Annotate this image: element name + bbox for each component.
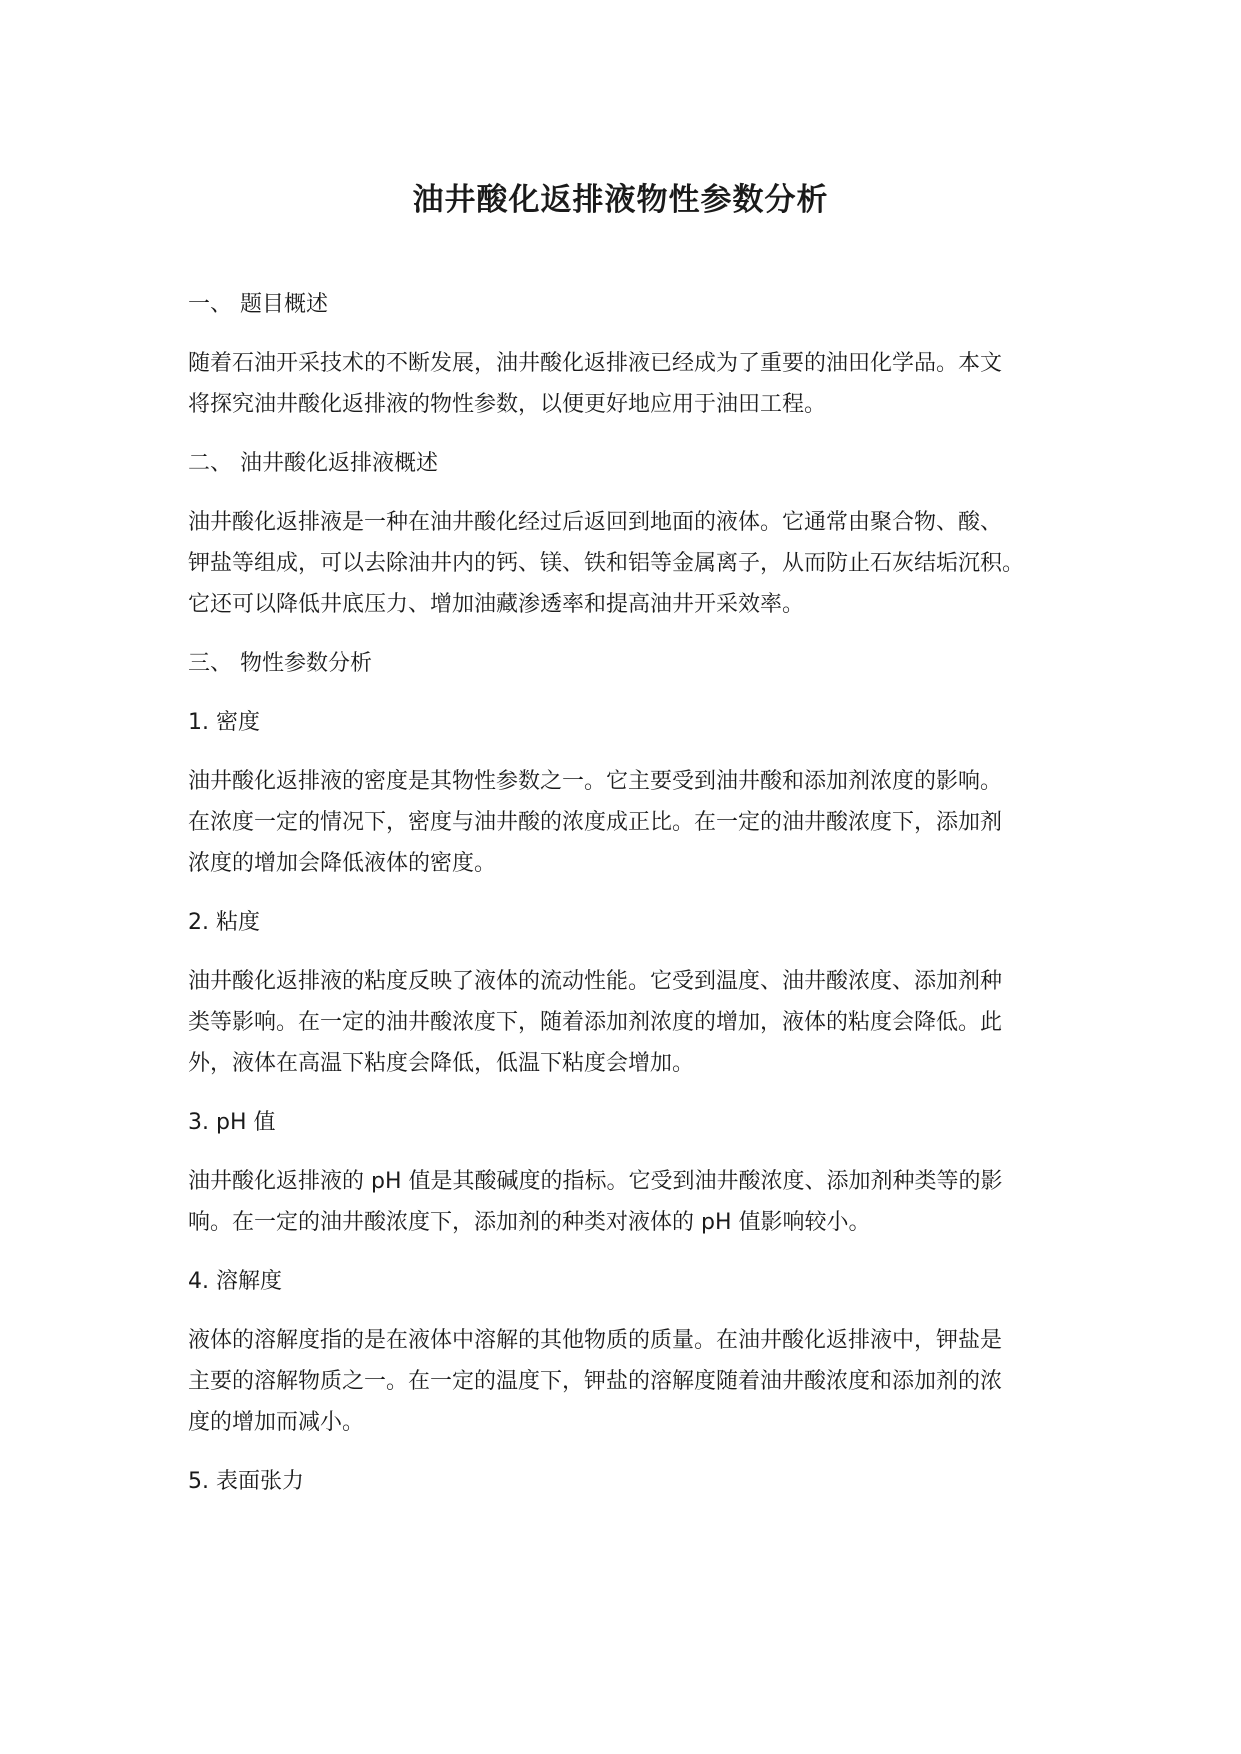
paragraph-viscosity [188, 961, 1078, 1084]
paragraph-line: 油井酸化返排液的 pH 值是其酸碱度的指标。它受到油井酸浓度、添加剂种类等的影 [188, 1169, 1003, 1194]
paragraph-line: 油井酸化返排液的密度是其物性参数之一。它主要受到油井酸和添加剂浓度的影响。 [188, 769, 1003, 794]
paragraph-solubility [188, 1320, 1078, 1443]
section-number: 一、 [188, 292, 233, 317]
paragraph-line: 它还可以降低井底压力、增加油藏渗透率和提高油井开采效率。 [188, 592, 805, 617]
section-heading-3 [188, 643, 1078, 684]
paragraph-line: 液体的溶解度指的是在液体中溶解的其他物质的质量。在油井酸化返排液中，钾盐是 [188, 1328, 1003, 1353]
paragraph-density [188, 761, 1078, 884]
subheading-density: 1. 密度 [188, 710, 260, 735]
paragraph-line: 油井酸化返排液的粘度反映了液体的流动性能。它受到温度、油井酸浓度、添加剂种 [188, 969, 1003, 994]
paragraph-summary [188, 502, 1078, 625]
section-heading-text: 题目概述 [240, 292, 329, 317]
paragraph-ph [188, 1161, 1078, 1243]
subheading-viscosity: 2. 粘度 [188, 910, 260, 935]
paragraph-line: 在浓度一定的情况下，密度与油井酸的浓度成正比。在一定的油井酸浓度下，添加剂 [188, 810, 1003, 835]
section-heading-text: 物性参数分析 [240, 651, 373, 676]
subheading-solubility: 4. 溶解度 [188, 1269, 282, 1294]
paragraph-line: 度的增加而减小。 [188, 1410, 365, 1435]
paragraph-line: 类等影响。在一定的油井酸浓度下，随着添加剂浓度的增加，液体的粘度会降低。此 [188, 1010, 1003, 1035]
section-heading-text: 油井酸化返排液概述 [240, 451, 439, 476]
paragraph-line: 外，液体在高温下粘度会降低，低温下粘度会增加。 [188, 1051, 695, 1076]
paragraph-line: 随着石油开采技术的不断发展，油井酸化返排液已经成为了重要的油田化学品。本文 [188, 351, 1003, 376]
subheading-surface-tension: 5. 表面张力 [188, 1469, 304, 1494]
paragraph-overview [188, 343, 1078, 425]
section-heading-1 [188, 284, 1078, 325]
document-body [188, 284, 1078, 1520]
paragraph-line: 油井酸化返排液是一种在油井酸化经过后返回到地面的液体。它通常由聚合物、酸、 [188, 510, 1003, 535]
subheading-ph: 3. pH 值 [188, 1110, 276, 1135]
paragraph-line: 主要的溶解物质之一。在一定的温度下，钾盐的溶解度随着油井酸浓度和添加剂的浓 [188, 1369, 1003, 1394]
paragraph-line: 浓度的增加会降低液体的密度。 [188, 851, 497, 876]
section-number: 三、 [188, 651, 233, 676]
paragraph-line: 响。在一定的油井酸浓度下，添加剂的种类对液体的 pH 值影响较小。 [188, 1210, 871, 1235]
paragraph-line: 将探究油井酸化返排液的物性参数，以便更好地应用于油田工程。 [188, 392, 827, 417]
paragraph-line: 钾盐等组成，可以去除油井内的钙、镁、铁和铝等金属离子，从而防止石灰结垢沉积。 [188, 551, 1025, 576]
section-number: 二、 [188, 451, 233, 476]
section-heading-2 [188, 443, 1078, 484]
document-title: 油井酸化返排液物性参数分析 [412, 182, 829, 218]
